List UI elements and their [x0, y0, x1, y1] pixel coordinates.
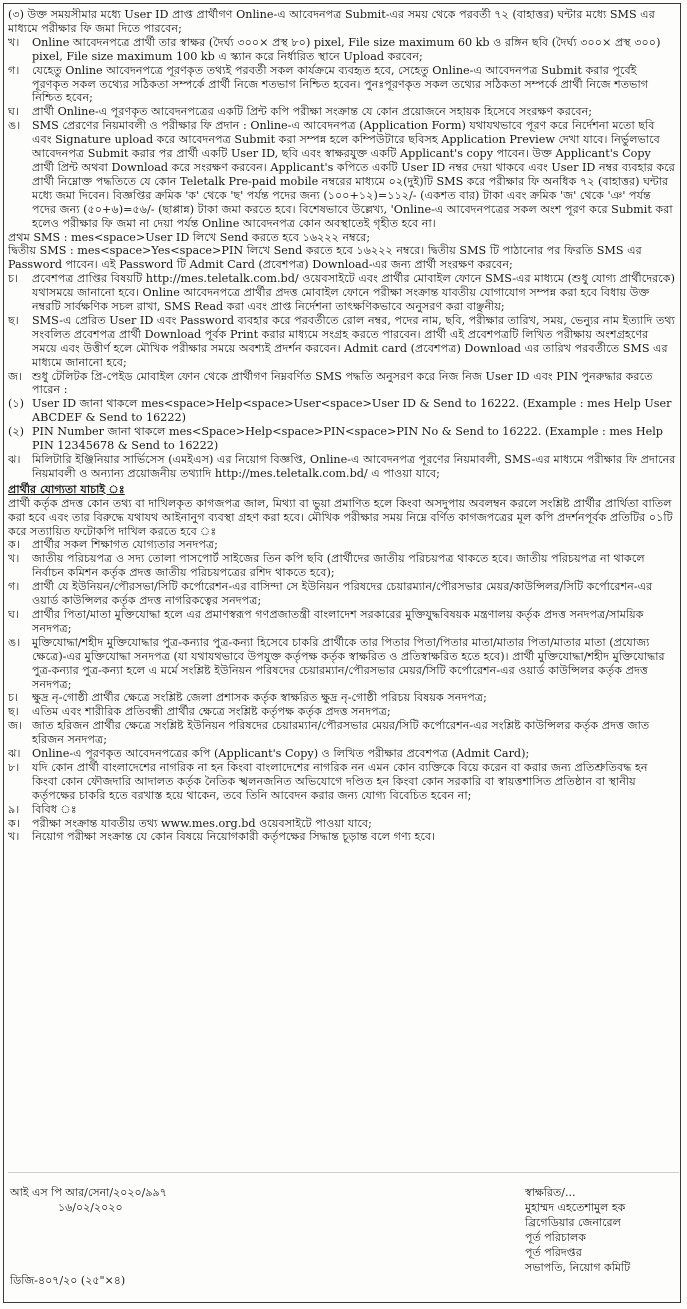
item-label: ছ।	[8, 705, 19, 719]
list-item	[8, 817, 676, 831]
item-text: Online আবেদনপত্রে প্রার্থী তার স্বাক্ষর (দৈর্ঘ্য ৩০০× প্রস্থ ৮০) pixel, File size maximum 60 kb ও রঙ্গিন ছবি (দৈর্ঘ্য ৩০০× প্রস্থ ৩০০) pixel, File size maximum 100 kb এ স্ক্যান করে নির্ধারিত স্থানে Upload করবেন;	[32, 35, 661, 63]
list-item	[8, 370, 676, 398]
list-item	[8, 272, 676, 314]
signature-line: পূর্ত পরিদপ্তর	[525, 1246, 582, 1259]
item-text: প্রার্থীর পিতা/মাতা মুক্তিযোদ্ধা হলে এর প্রমাণস্বরূপ গণপ্রজাতন্ত্রী বাংলাদেশ সরকারের মুক্তিযুদ্ধবিষয়ক মন্ত্রণালয় কর্তৃক প্রদত্ত সনদপত্র/সাময়িক সনদপত্র;	[32, 607, 644, 635]
item-label: গ।	[8, 580, 20, 594]
item-label: ঘ।	[8, 607, 19, 621]
item-text: মিলিটারি ইঞ্জিনিয়ার সার্ভিসেস (এমইএস) এর নিয়োগ বিজ্ঞপ্তি, Online-এ আবেদনপত্র পূরণের নিয়মাবলী, SMS-এর মাধ্যমে পরীক্ষার ফি প্রদানের নিয়মাবলী ও অন্যান্য প্রয়োজনীয় তথ্যাদি http://mes.teletalk.com.bd/ এ পাওয়া যাবে;	[32, 453, 676, 480]
item-text: জাতীয় পরিচয়পত্র ও সদ্য তোলা পাসপোর্ট সাইজের তিন কপি ছবি (প্রার্থীদের জাতীয় পরিচয়পত্র থাকতে হবে। জাতীয় পরিচয়পত্র না থাকলে নির্বাচন কমিশন কর্তৃক প্রদত্ত জাতীয় পরিচয়পত্রের রশিদ থাকতে হবে);	[32, 552, 645, 580]
item-text: প্রবেশপত্র প্রাপ্তির বিষয়টি http://mes.teletalk.com.bd/ ওয়েবসাইটে এবং প্রার্থীর মোবাইল ফোনে SMS-এর মাধ্যমে (শুধু যোগ্য প্রার্থীদেরকে) যথাসময়ে জানানো হবে। Online আবেদনপত্রে প্রার্থীর প্রদত্ত মোবাইল ফোনে পরীক্ষা সংক্রান্ত যাবতীয় যোগাযোগ সম্পন্ন করা হবে বিধায় উক্ত নম্বরটি সার্বক্ষণিক সচল রাখা, SMS Read করা এবং প্রাপ্ত নির্দেশনা তাৎক্ষণিকভাবে অনুসরণ করা বাঞ্ছনীয়;	[32, 272, 675, 314]
item-text: যদি কোন প্রার্থী বাংলাদেশের নাগরিক না হন কিংবা বাংলাদেশের নাগরিক নন এমন কোন ব্যক্তিকে বিয়ে করেন বা করার জন্য প্রতিশ্রুতিবদ্ধ হন কিংবা কোন ফৌজদারি আদালত কর্তৃক নৈতিক স্খলনজনিত অভিযোগে দণ্ডিত হন কিংবা কোন সরকারি বা স্বায়ত্তশাসিত প্রতিষ্ঠান বা স্থানীয় কর্তৃপক্ষের চাকরি হতে বরখাস্ত হয়ে থাকেন, তবে তিনি আবেদন করার জন্য যোগ্য বিবেচিত হবেন না;	[32, 760, 648, 802]
list-item	[8, 425, 676, 453]
item-label: জ।	[8, 719, 23, 733]
item-text: SMS-এ প্রেরিত User ID এবং Password ব্যবহার করে পরবর্তীতে রোল নম্বর, পদের নাম, ছবি, পরীক্ষার তারিখ, সময়, ভেন্যুর নাম ইত্যাদি তথ্য সংবলিত প্রবেশপত্র প্রার্থী Download পূর্বক Print করার মাধ্যমে সংগ্রহ করতে পারবেন। প্রার্থী এই প্রবেশপত্রটি লিখিত পরীক্ষায় অংশগ্রহণের সময়ে এবং উত্তীর্ণ হলে মৌখিক পরীক্ষার সময়ে অবশ্যই প্রদর্শন করবেন। Admit card (প্রবেশপত্র) Download এর তারিখ পরবর্তীতে SMS এর মাধ্যমে জানানো হবে;	[32, 313, 675, 369]
item-text: এতিম এবং শারীরিক প্রতিবন্ধী প্রার্থীর ক্ষেত্রে সংশ্লিষ্ট কর্তৃপক্ষ কর্তৃক প্রদত্ত সনদপত্র;	[32, 705, 391, 719]
footer-divider	[8, 1172, 679, 1173]
item-text: বিবিধ ঃ	[32, 802, 77, 816]
item-text: SMS প্রেরণের নিয়মাবলী ও পরীক্ষার ফি প্রদান : Online-এ আবেদনপত্র (Application Form) যথাযথভাবে পূরণ করে নির্দেশনা মতো ছবি এবং Signature upload করে আবেদনপত্র Submit করা সম্পন্ন হলে কম্পিউটারে ছবিসহ Application Preview দেখা যাবে। নির্ভুলভাবে আবেদনপত্র Submit করার পর প্রার্থী একটি User ID, ছবি এবং স্বাক্ষরযুক্ত একটি Applicant's copy পাবেন। উক্ত Applicant's Copy প্রার্থী প্রিন্ট অথবা Download করে সংরক্ষণ করবেন। Applicant's কপিতে একটি User ID নম্বর দেয়া থাকবে এবং User ID নম্বর ব্যবহার করে প্রার্থী নিম্নোক্ত পদ্ধতিতে যে কোন Teletalk Pre-paid mobile নম্বরের মাধ্যমে ০২(দুই)টি SMS করে পরীক্ষার ফি অনধিক ৭২ (বাহাত্তর) ঘন্টার মধ্যে জমা দিবেন। বিজ্ঞপ্তির ক্রমিক 'ক' থেকে 'ছ' পর্যন্ত পদের জন্য (১০০+১২)=১১২/- (একশত বার) টাকা এবং ক্রমিক 'জ' থেকে 'ঞ' পর্যন্ত পদের জন্য (৫০+৬)=৫৬/- (ছাপ্পান্ন) টাকা জমা করতে হবে। বিশেষভাবে উল্লেখ্য, 'Online-এ আবেদনপত্রের সকল অংশ পূরণ করে Submit করা হলেও পরীক্ষার ফি জমা না দেয়া পর্যন্ত Online আবেদনপত্র কোন অবস্থাতেই গৃহীত হবে না।	[32, 119, 675, 230]
item-label: চ।	[8, 691, 19, 705]
publication-code: ডিজি-৪০৭/২০ (২৫"×৪)	[10, 1274, 126, 1287]
list-item	[8, 314, 676, 370]
list-item	[8, 691, 676, 705]
signature-line: স্বাক্ষরিত/...	[525, 1186, 576, 1199]
list-item	[8, 705, 676, 719]
signature-line: ব্রিগেডিয়ার জেনারেল	[525, 1216, 621, 1229]
item-text: প্রার্থীর যোগ্যতা যাচাই ঃ	[8, 481, 125, 496]
list-item	[8, 497, 676, 539]
item-text: প্রথম SMS : mes<space>User ID লিখে Send করতে হবে ১৬২২২ নম্বরে;	[8, 230, 371, 244]
list-item	[8, 803, 676, 817]
issue-date: ১৬/০২/২০২০	[58, 1201, 123, 1214]
item-text: মুক্তিযোদ্ধা/শহীদ মুক্তিযোদ্ধার পুত্র-কন্যার পুত্র-কন্যা হিসেবে চাকরি প্রার্থীকে তার পিতার পিতা/পিতার মাতা/মাতার পিতা/মাতার মাতা (প্রযোজ্য ক্ষেত্রে)-এর মুক্তিযোদ্ধা সনদপত্র (যা যথাযথভাবে উপযুক্ত কর্তৃপক্ষ কর্তৃক স্বাক্ষরিত ও প্রতিস্বাক্ষরিত হতে হবে)। প্রার্থী মুক্তিযোদ্ধা/শহীদ মুক্তিযোদ্ধার পুত্র-কন্যার পুত্র-কন্যা হলে এ মর্মে সংশ্লিষ্ট ইউনিয়ন পরিষদের চেয়ারম্যান/পৌরসভার মেয়র/সিটি কর্পোরেশন-এর ওয়ার্ড কাউন্সিলর কর্তৃক প্রদত্ত সনদপত্র;	[32, 635, 665, 691]
item-label: ৯।	[8, 802, 20, 816]
item-text: Online-এ পূরণকৃত আবেদনপত্রের কপি (Applicant's Copy) ও লিখিত পরীক্ষার প্রবেশপত্র (Admit Card);	[32, 747, 530, 761]
list-item	[8, 105, 676, 119]
list-item	[8, 719, 676, 747]
item-text: জাত হরিজন প্রার্থীর ক্ষেত্রে সংশ্লিষ্ট ইউনিয়ন পরিষদের চেয়ারম্যান/পৌরসভার মেয়র/সিটি কর্পোরেশন-এর সংশ্লিষ্ট কাউন্সিলর কর্তৃক প্রদত্ত জাত হরিজন সনদপত্র;	[32, 719, 650, 747]
signatory	[525, 1185, 630, 1275]
notice-body	[8, 8, 676, 1168]
item-label: (১)	[8, 397, 24, 411]
item-label: ক।	[8, 816, 20, 830]
list-item	[8, 8, 676, 36]
list-item	[8, 747, 676, 761]
item-text: PIN Number জানা থাকলে mes<Space>Help<space>PIN<space>PIN No & Send to 16222. (Example : mes Help PIN 12345678 & Send to 16222)	[32, 425, 663, 453]
item-label: খ।	[8, 552, 20, 566]
list-item	[8, 64, 676, 106]
list-item	[8, 830, 676, 844]
list-item	[8, 453, 676, 481]
list-item	[8, 608, 676, 636]
item-label: চ।	[8, 272, 19, 286]
item-label: ঙ।	[8, 635, 21, 649]
item-label: খ।	[8, 830, 20, 844]
list-item	[8, 244, 676, 272]
item-text: নিয়োগ পরীক্ষা সংক্রান্ত যে কোন বিষয়ে নিয়োগকারী কর্তৃপক্ষের সিদ্ধান্ত চূড়ান্ত বলে গণ্য হবে।	[32, 830, 436, 844]
list-item	[8, 580, 676, 608]
signature-line: মুহাম্মদ এহতেশামুল হক	[525, 1201, 626, 1214]
item-label: গ।	[8, 63, 20, 77]
item-label: ৮।	[8, 760, 20, 774]
list-item	[8, 397, 676, 425]
item-label: ক।	[8, 538, 20, 552]
item-text: User ID জানা থাকলে mes<space>Help<space>User<space>User ID & Send to 16222. (Example : mes Help User ABCDEF & Send to 16222)	[32, 397, 672, 425]
item-text: শুধু টেলিটক প্রি-পেইড মোবাইল ফোন থেকে প্রার্থীগণ নিম্নবর্ণিত SMS পদ্ধতি অনুসরণ করে নিজ নিজ User ID এবং PIN পুনরুদ্ধার করতে পারেন :	[32, 369, 653, 397]
signature-block	[0, 1185, 678, 1297]
reference-block	[10, 1185, 167, 1215]
item-text: প্রার্থী কর্তৃক প্রদত্ত কোন তথ্য বা দাখিলকৃত কাগজপত্র জাল, মিথ্যা বা ভুয়া প্রমাণিত হলে কিংবা অসদুপায় অবলম্বন করলে সংশ্লিষ্ট প্রার্থীর প্রার্থিতা বাতিল করা হবে এবং তার বিরুদ্ধে যথাযথ আইনানুগ ব্যবস্থা গ্রহণ করা হবে। মৌখিক পরীক্ষার সময় নিম্নে বর্ণিত কাগজপত্রের মূল কপি প্রদর্শনপূর্বক প্রতিটির ০১টি করে সত্যায়িত ফটোকপি দাখিল করতে হবে ঃ	[8, 496, 673, 538]
item-text: প্রার্থী যে ইউনিয়ন/পৌরসভা/সিটি কর্পোরেশন-এর বাসিন্দা সে ইউনিয়ন পরিষদের চেয়ারম্যান/পৌরসভার মেয়র/কাউন্সিলর/সিটি কর্পোরেশন-এর ওয়ার্ড কাউন্সিলর কর্তৃক প্রদত্ত নাগরিকত্বের সনদপত্র;	[32, 580, 653, 608]
item-label: ছ।	[8, 313, 19, 327]
signature-line: পূর্ত পরিচালক	[525, 1231, 586, 1244]
item-label: ঘ।	[8, 105, 19, 119]
list-item	[8, 231, 676, 245]
item-text: প্রার্থীর সকল শিক্ষাগত যোগ্যতার সনদপত্র;	[32, 538, 218, 552]
list-item	[8, 119, 676, 230]
list-item	[8, 636, 676, 692]
item-label: ঝ।	[8, 747, 21, 761]
item-text: যেহেতু Online আবেদনপত্রে পূরণকৃত তথ্যই পরবর্তী সকল কার্যক্রমে ব্যবহৃত হবে, সেহেতু Online-এ আবেদনপত্র Submit করার পূর্বেই পূরণকৃত সকল তথ্যের সঠিকতা সম্পর্কে প্রার্থী নিজে শতভাগ নিশ্চিত হবেন। পুনঃপূরণকৃত সকল তথ্যের সঠিকতা সম্পর্কে প্রার্থী নিজে শতভাগ নিশ্চিত হবেন;	[32, 63, 649, 105]
list-item	[8, 36, 676, 64]
item-label: ঙ।	[8, 119, 21, 133]
item-text: (৩) উক্ত সময়সীমার মধ্যে User ID প্রাপ্ত প্রার্থীগণ Online-এ আবেদনপত্র Submit-এর সময় থেকে পরবর্তী ৭২ (বাহাত্তর) ঘন্টার মধ্যে SMS এর মাধ্যমে পরীক্ষার ফি জমা দিতে পারবেন;	[8, 8, 655, 35]
reference-number: আই এস পি আর/সেনা/২০২০/৯৯৭	[10, 1186, 167, 1199]
section-heading	[8, 483, 676, 497]
item-label: (২)	[8, 425, 25, 439]
item-label: ঝ।	[8, 453, 21, 466]
list-item	[8, 552, 676, 580]
item-label: জ।	[8, 369, 23, 383]
signature-line: সভাপতি, নিয়োগ কমিটি	[525, 1261, 631, 1274]
item-text: পরীক্ষা সংক্রান্ত যাবতীয় তথ্য www.mes.org.bd ওয়েবসাইটে পাওয়া যাবে;	[32, 816, 372, 830]
item-label: খ।	[8, 35, 20, 49]
item-text: প্রার্থী Online-এ পূরণকৃত আবেদনপত্রের একটি প্রিন্ট কপি পরীক্ষা সংক্রান্ত যে কোন প্রয়োজনে সহায়ক হিসেবে সংরক্ষণ করবেন;	[32, 105, 593, 119]
list-item	[8, 538, 676, 552]
list-item	[8, 761, 676, 803]
item-text: ক্ষুদ্র নৃ-গোষ্ঠী প্রার্থীর ক্ষেত্রে সংশ্লিষ্ট জেলা প্রশাসক কর্তৃক স্বাক্ষরিত ক্ষুদ্র নৃ-গোষ্ঠী পরিচয় বিষয়ক সনদপত্র;	[32, 691, 487, 705]
item-text: দ্বিতীয় SMS : mes<space>Yes<space>PIN লিখে Send করতে হবে ১৬২২২ নম্বরে। দ্বিতীয় SMS টি পাঠানোর পর ফিরতি SMS এর Password পাবেন। এই Password টি Admit Card (প্রবেশপত্র) Download-এর জন্য প্রার্থী সংরক্ষণ করবেন;	[8, 244, 642, 272]
